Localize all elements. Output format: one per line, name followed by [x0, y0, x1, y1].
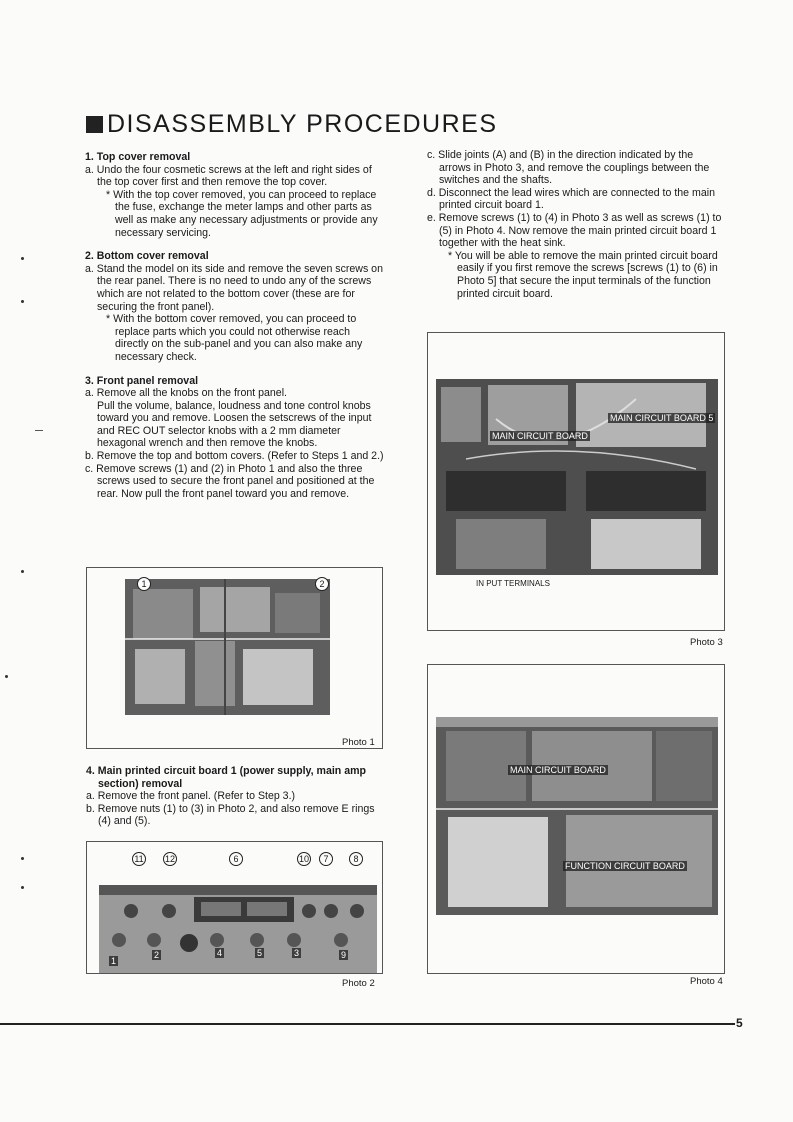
callout-bubble: 12 [164, 854, 175, 864]
step-text: e. Remove screws (1) to (4) in Photo 3 as well as screws (1) to (5) in Photo 4. Now remove the main printed circuit board 1 together with the heat sink. [427, 211, 722, 250]
margin-mark [21, 300, 24, 303]
step-text: Pull the volume, balance, loudness and tone control knobs toward you and remove. Loosen the setscrews of the input and REC OUT selector knobs with a 2 mm diameter hexagonal wrench and then remove the knobs. [97, 399, 372, 450]
step-text: b. Remove nuts (1) to (3) in Photo 2, and also remove E rings (4) and (5). [86, 802, 375, 828]
callout-bubble: 8 [349, 852, 363, 866]
margin-mark [21, 886, 24, 889]
step-text: a. Remove all the knobs on the front panel. [85, 387, 287, 400]
photo-2-image [99, 885, 377, 973]
title-bullet-icon [86, 116, 103, 133]
step-text: a. Remove the front panel. (Refer to Step 3.) [86, 790, 296, 803]
section-heading: 1. Top cover removal [85, 151, 191, 163]
photo-label: 1 [111, 956, 117, 966]
step-text: a. Stand the model on its side and remove the seven screws on the rear panel. There is no need to undo any of the screws which are not related to the bottom cover (these are for securing the front panel). [85, 262, 383, 313]
photo-label: MAIN CIRCUIT BOARD [510, 765, 606, 775]
page-title-text: DISASSEMBLY PROCEDURES [107, 110, 498, 138]
callout-bubble: 10 [298, 854, 309, 864]
note-text: * You will be able to remove the main printed circuit board easily if you first remove the screws [screws (1) to (6) in Photo 5] that secure the input terminals of the function printed circuit board. [448, 249, 718, 300]
step-text: c. Slide joints (A) and (B) in the direction indicated by the arrows in Photo 3, and remove the couplings between the switches and the shafts. [427, 149, 710, 187]
photo-1-caption: Photo 1 [342, 737, 375, 748]
photo-label: 2 [154, 950, 160, 960]
photo-label: MAIN CIRCUIT BOARD [492, 431, 588, 441]
photo-1-image [125, 579, 330, 715]
margin-mark [21, 857, 24, 860]
section-heading: 4. Main printed circuit board 1 (power supply, main amp section) removal [86, 765, 366, 790]
note-text: * With the bottom cover removed, you can proceed to replace parts which you could not otherwise reach directly on the sub-panel and you can also make any necessary check. [106, 313, 363, 363]
photo-3-caption: Photo 3 [690, 637, 723, 648]
photo-4-frame [427, 664, 725, 987]
photo-label: 9 [341, 950, 347, 960]
margin-mark [35, 430, 43, 431]
photo-label: 3 [294, 948, 300, 958]
page-title [86, 110, 498, 139]
step-text: d. Disconnect the lead wires which are connected to the main printed circuit board 1. [427, 186, 715, 212]
callout-bubble: 2 [315, 577, 329, 591]
page-number: 5 [736, 1016, 743, 1030]
step-text: a. Undo the four cosmetic screws at the left and right sides of the top cover first and then remove the top cover. [85, 163, 372, 189]
section-4 [86, 765, 386, 828]
callout-bubble: 6 [229, 852, 243, 866]
photo-label: 5 [257, 948, 263, 958]
photo-4-caption: Photo 4 [690, 976, 723, 987]
section-heading: 2. Bottom cover removal [85, 250, 209, 263]
callout-bubble: 7 [319, 852, 333, 866]
photo-3-image [436, 379, 718, 575]
margin-mark [5, 675, 8, 678]
photo-3-input-label: IN PUT TERMINALS [476, 579, 550, 588]
photo-label: MAIN CIRCUIT BOARD 5 [610, 413, 714, 423]
margin-mark [21, 257, 24, 260]
photo-label: FUNCTION CIRCUIT BOARD [565, 861, 685, 871]
photo-2-caption: Photo 2 [342, 978, 375, 989]
step-text: b. Remove the top and bottom covers. (Refer to Steps 1 and 2.) [85, 450, 384, 463]
photo-label: 4 [217, 948, 223, 958]
margin-mark [21, 570, 24, 573]
photo-1-frame [86, 567, 383, 749]
photo-2-frame [86, 841, 383, 989]
footer-rule [0, 1023, 735, 1025]
photo-4-image [436, 717, 718, 915]
section-heading: 3. Front panel removal [85, 374, 199, 387]
left-column [85, 151, 385, 500]
callout-bubble: 1 [137, 577, 151, 591]
right-column [427, 149, 727, 300]
note-text: * With the top cover removed, you can proceed to replace the fuse, exchange the meter lamps and other parts as well as make any necessary adjustments or provide any necessary servicing. [106, 188, 378, 239]
callout-bubble: 11 [132, 852, 146, 866]
step-text: c. Remove screws (1) and (2) in Photo 1 and also the three screws used to secure the front panel and positioned at the rear. Now pull the front panel toward you and remove. [85, 462, 375, 500]
photo-3-frame [427, 332, 725, 648]
